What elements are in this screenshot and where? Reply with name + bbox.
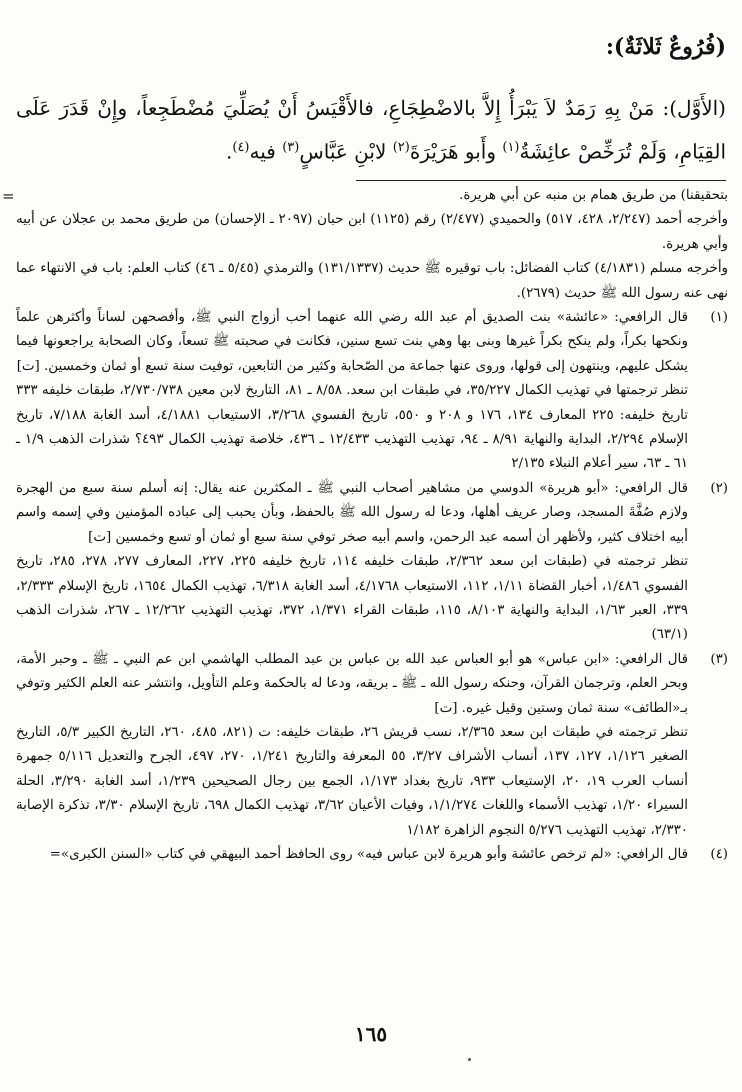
continuation-marker: = [2,187,15,205]
footnote-2 [16,477,728,648]
footnote-ref-3[interactable]: (٣) [282,140,300,155]
continuation-line: وأخرجه مسلم (٤/١٨٣١) كتاب الفضائل: باب توقيره ﷺ حديث (١٣١/١٣٣٧) والترمذي (٥/٤٥ ـ ٤٦) كتاب العلم: باب في الانتهاء عما نهى عنه رسول الله ﷺ حديث (٢٦٧٩). [16,261,729,301]
main-text [16,88,726,172]
footnote-paragraph: تنظر ترجمته في (طبقات ابن سعد ٢/٣٦٢، طبقات خليفه ١١٤، تاريخ خليفه ٢٢٥، ٢٢٧، المعارف ٢٧٧، ٢٧٨، ٢٨٥، تاريخ الفسوي ١/٤٨٦، أخبار القضاة ١/١١، ١١٢، الاستيعاب ٤/١٧٦٨، أسد الغابة ٦/٣١٨، تهذيب الكمال ١٦٥٤، تاريخ الإسلام ٢/٣٣٣، ٣٣٩، العبر ١/٦٣، البداية والنهاية ٨/١٠٣، ١١٥، طبقات القراء ١/٣٧١، ٣٧٢، تهذيب التهذيب ١٢/٢٦٢ ـ ٢٦٧، شذرات الذهب (٦٣/١) [16,554,688,643]
footnote-paragraph: قال الرافعي: «عائشة» بنت الصديق أم عبد الله رضي الله عنهما أحب أزواج النبي ﷺ، وأفصحهن لساناً وأكثرهن علماً ونكحها بكراً، ولم ينكح بكراً غيرها وبنى بها وهي بنت تسع سنين، فكانت في صحبته ﷺ تسعاً، وكان الصحابة يراجعونها فيما يشكل عليهم، وينتهون إلى قولها، وروى عنها جماعة من الصّحابة وكثير من التابعين، توفيت سنة تسع أو ثمان وخمسين. [ت] [16,310,688,374]
section-heading: (فُرُوعٌ ثَلاثَةٌ): [605,34,726,60]
footnote-paragraph: تنظر ترجمته في طبقات ابن سعد ٢/٣٦٥، نسب قريش ٢٦، طبقات خليفه: ت (٨٢١، ٤٨٥، ٢٦٠، التاريخ الكبير ٥/٣، التاريخ الصغير ١/١٢٦، ١٢٧، ١٣٧، أنساب الأشراف ٣/٢٧، ٥٥ المعرفة والتاريخ ١/٢٤١، ٢٧٠، ٤٩٧، الجرح والتعديل ٥/١١٦ جمهرة أنساب العرب ١٩، ٢٠، الإستيعاب ٩٣٣، تاريخ بغداد ١/١٧٣، الجمع بين رجال الصحيحين ١/٢٣٩، أسد الغابة ٣/٢٩٠، الحلة السيراء ١/٢٠، تهذيب الأسماء واللغات ١/١/٢٧٤، وفيات الأعيان ٣/٦٢، تهذيب الكمال ٦٩٨، تاريخ الإسلام ٣/٣٠، تذكرة الإصابة ٢/٣٣٠، تهذيب التهذيب ٥/٢٧٦ النجوم الزاهرة ١/١٨٢ [16,724,688,838]
footnotes [2,184,729,867]
main-text-part: . [226,139,233,164]
footnote-ref-1[interactable]: (١) [502,140,520,155]
footnote-label: (١) [710,310,728,326]
continuation-line: بتحقيقنا) من طريق همام بن منبه عن أبي هريرة. [459,188,728,203]
main-text-body: (الأَوَّل): مَنْ بِهِ رَمَدٌ لاَ يَبْرَأُ إِلاَّ بالاضْطِجَاعِ، فالأَقْيَسُ أَنْ يُصَلِّيَ مُضْطَجِعاً، وإِنْ قَدَرَ عَلَى القِيَامِ، وَلَمْ تُرَخِّصْ عائِشَةُ [16,96,726,164]
page-number: ١٦٥ [354,1022,388,1046]
footnote-1 [16,306,728,477]
footnote-paragraph: قال الرافعي: «لم ترخص عائشة وأبو هريرة لابن عباس فيه» روى الحافظ أحمد البيهقي في كتاب «السنن الكبرى»= [49,846,688,862]
footnote-label: (٤) [710,846,728,862]
footnote-paragraph: قال الرافعي: «أبو هريرة» الدوسي من مشاهير أصحاب النبي ﷺ ـ المكثرين عنه يقال: إنه أسلم سنة سبع من الهجرة ولازم صُفَّةَ المسجد، وصار عريف أهلها، ودعا له رسول الله ﷺ بالحفظ، وبأن يحبب إلى عباده المؤمنين وفي إسمه واسم أبيه اختلاف كثير، ولأظهر أن أسمه عبد الرحمن، واسم أبيه صخر توفي سنة سبع أو ثمان أو تسع وخمسين [ت] [16,480,688,545]
continuation-line: وأخرجه أحمد (٢/٢٤٧، ٤٢٨، ٥١٧) والحميدي (٢/٤٧٧) رقم (١١٢٥) ابن حبان (٢٠٩٧ ـ الإحسان) من طريق محمد بن عجلان عن أبيه وأبي هريرة. [16,212,728,252]
footnote-divider [356,180,726,181]
footnote-paragraph: قال الرافعي: «ابن عباس» هو أبو العباس عبد الله بن عباس بن عبد المطلب الهاشمي ابن عم النبي ـ ﷺ ـ وحبر الأمة، وبحر العلم، وترجمان القرآن، وحنكه رسول الله ـ ﷺ ـ بريقه، ودعا له بالحكمة وعلم التأويل، وانتشر عنه العلم الكثير وتوفي بـ«الطائف» سنة ثمان وستين وقيل غيره. [ت] [16,651,688,716]
main-text-part: لابْنِ عَبَّاسٍ [299,139,393,164]
footnote-label: (٣) [710,651,728,667]
main-text-part: وأَبو هَرَيْرَةَ [409,139,503,164]
print-dot [468,1058,471,1061]
footnote-paragraph: تنظر ترجمتها في تهذيب الكمال ٣٥/٢٢٧، في طبقات ابن سعد. ٨/٥٨ ـ ٨١، التاريخ لابن معين ٢/٧٣٠/٧٣٨، طبقات خليفه ٣٣٣ تاريخ خليفه: ٢٢٥ المعارف ١٣٤، ١٧٦ و ٢٠٨ و ٥٥٠، تاريخ الفسوي ٣/٢٦٨، الاستيعاب ٤/١٨٨١، أسد الغابة ٧/١٨٨، تاريخ الإسلام ٢/٢٩٤، البداية والنهاية ٨/٩١ ـ ٩٤، تهذيب التهذيب ١٢/٤٣٣ ـ ٤٣٦، خلاصة تهذيب الكمال ٤٩٣؟ شذرات الذهب ١/٩ ـ ٦١ ـ ٦٣، سير أعلام النبلاء ٢/١٣٥ [16,383,689,472]
main-text-part: فيه [249,139,283,164]
footnote-ref-4[interactable]: (٤) [232,140,250,155]
footnote-3 [16,648,728,843]
footnote-ref-2[interactable]: (٢) [392,140,410,155]
footnote-label: (٢) [710,480,728,496]
footnote-4 [16,843,728,867]
footnote-continuation [2,184,729,306]
